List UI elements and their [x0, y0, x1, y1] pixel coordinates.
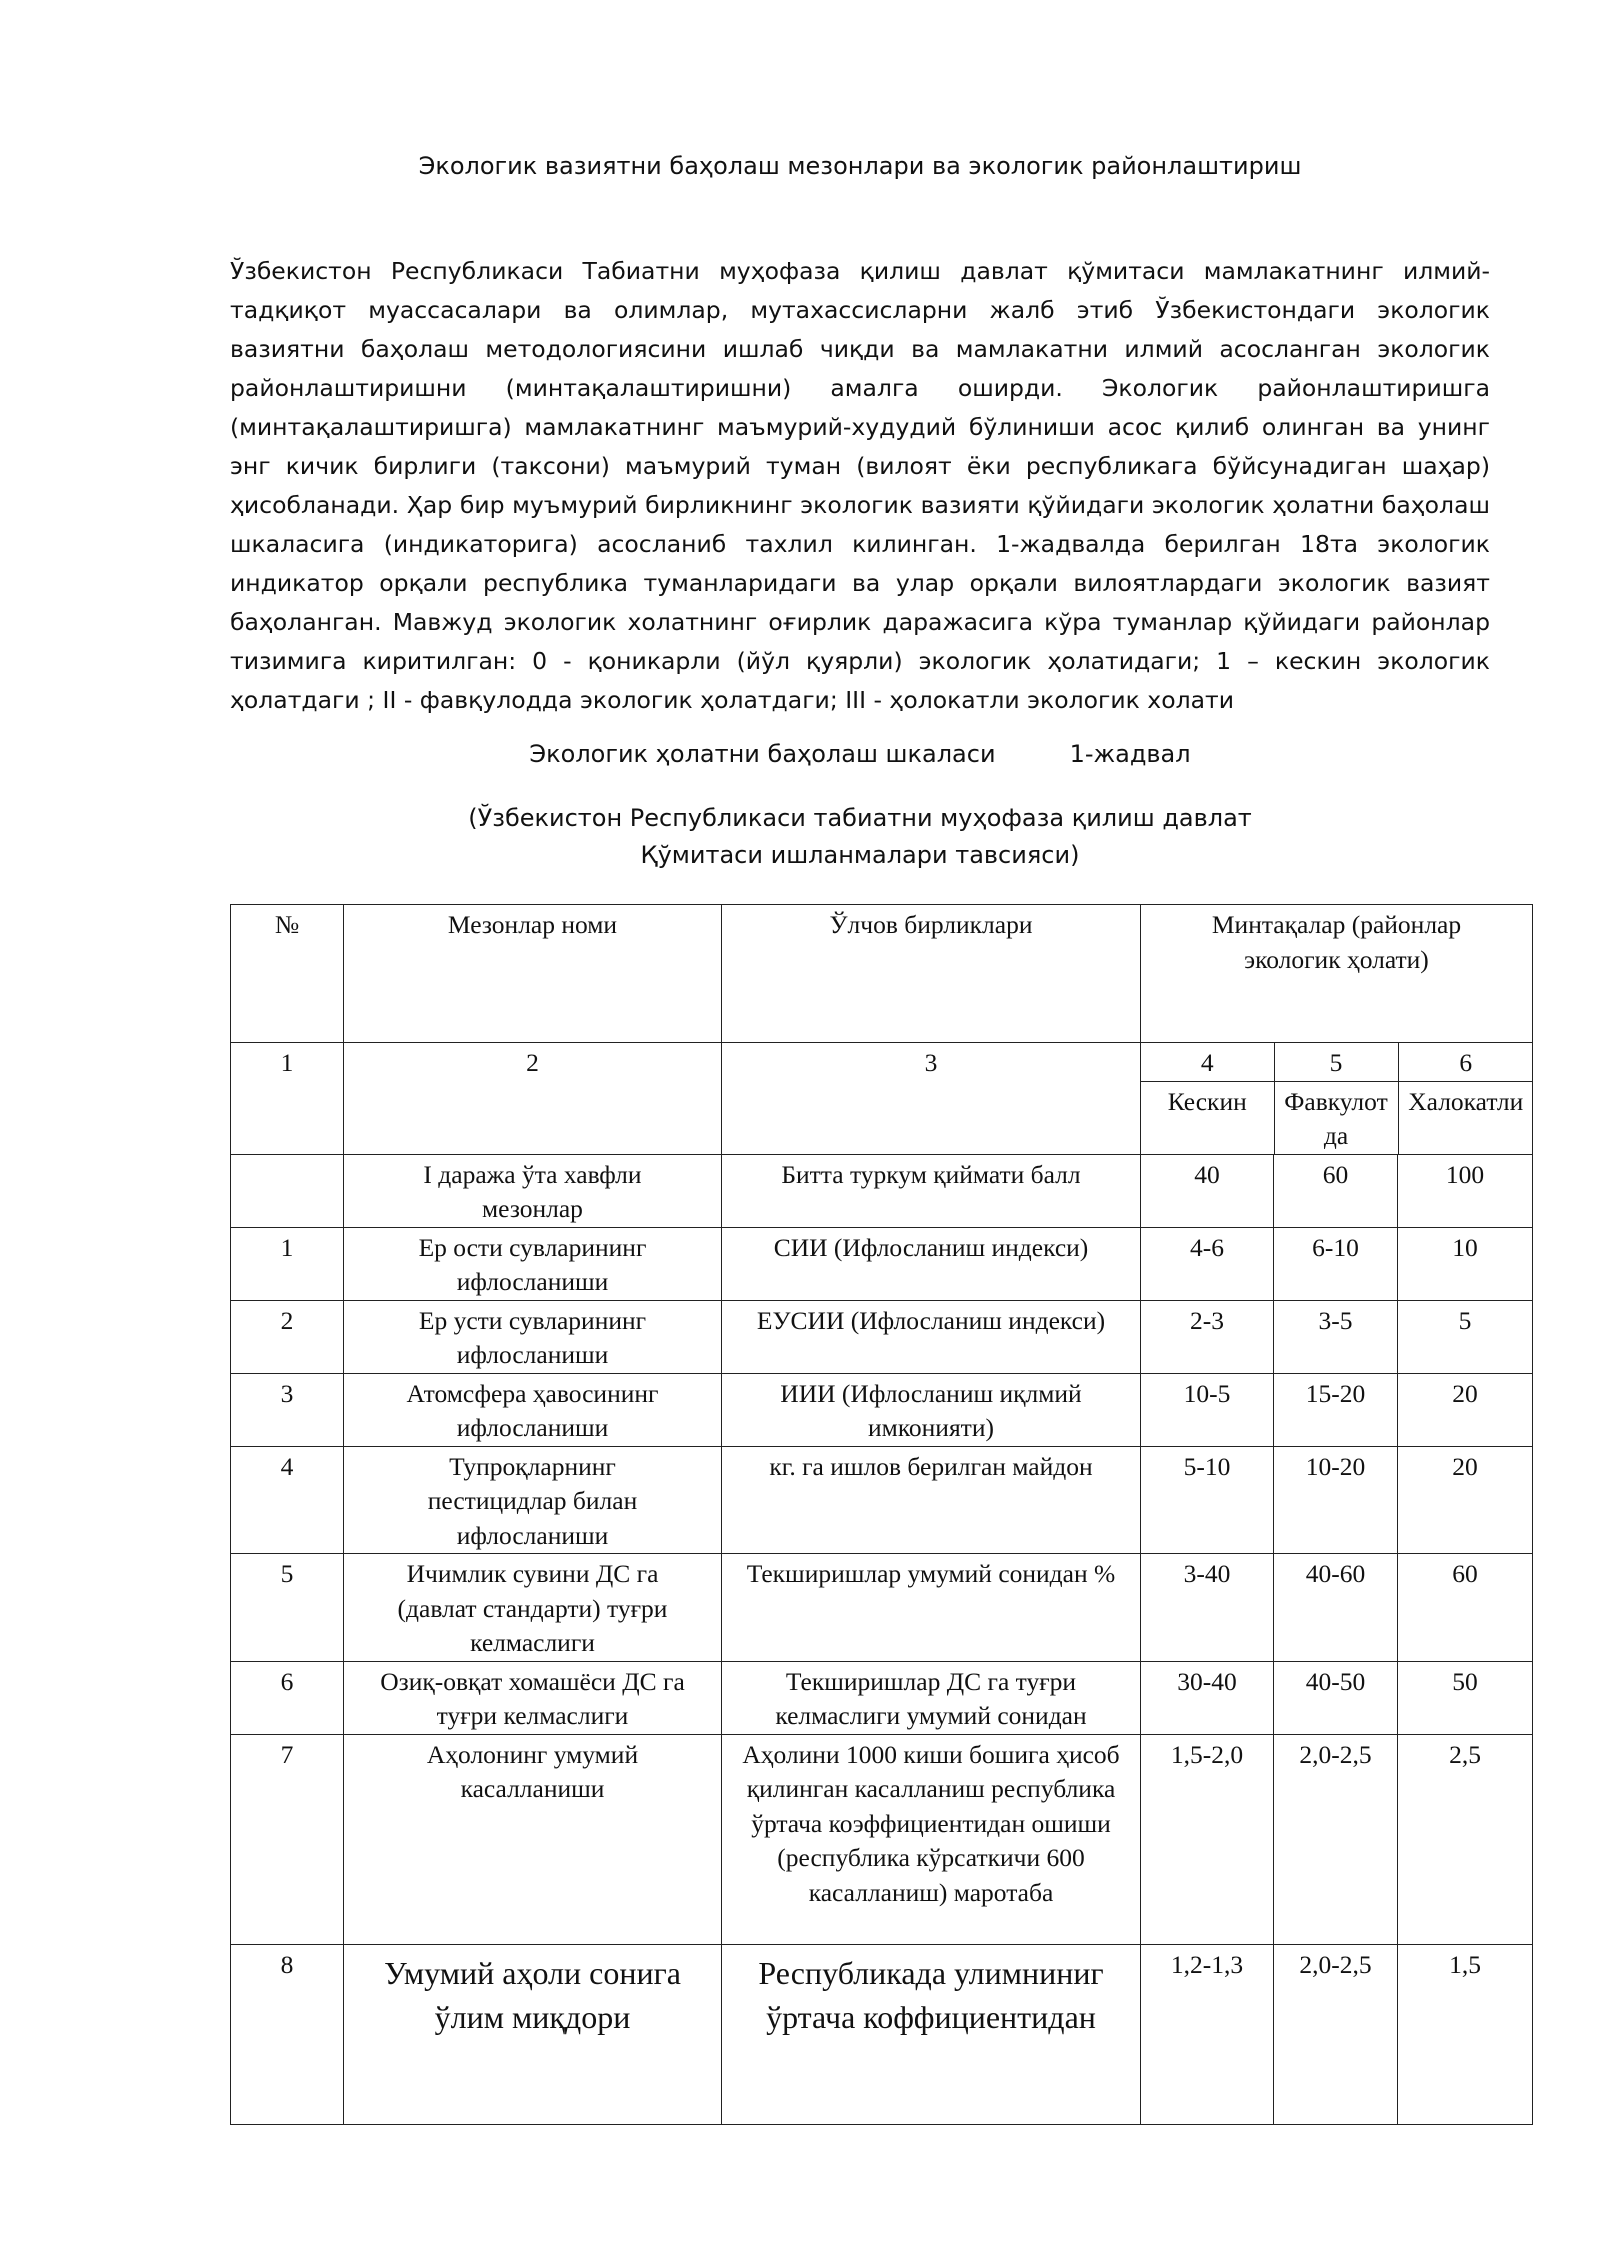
criteria-table	[230, 904, 1533, 2125]
header-name: Мезонлар номи	[344, 905, 722, 1043]
value-emergency: 2,0-2,5	[1274, 1734, 1398, 1944]
row-number: 2	[231, 1300, 344, 1373]
row-number: 1	[231, 1227, 344, 1300]
value-acute: 5-10	[1141, 1446, 1274, 1554]
criterion-name: Умумий аҳоли сонига ўлим миқдори	[344, 1944, 722, 2124]
value-catastrophic: 5	[1398, 1300, 1533, 1373]
table-row	[231, 1446, 1533, 1554]
value-catastrophic: 20	[1398, 1446, 1533, 1554]
measurement-unit: Текширишлар ДС га туғри келмаслиги умумий сонидан	[722, 1661, 1141, 1734]
value-acute: 30-40	[1141, 1661, 1274, 1734]
level-cell	[1141, 1043, 1533, 1155]
header-unit: Ўлчов бирликлари	[722, 905, 1141, 1043]
col-number-4: 4	[1141, 1043, 1274, 1081]
value-emergency: 6-10	[1274, 1227, 1398, 1300]
criterion-name: Озиқ-овқат хомашёси ДС га туғри келмаслиги	[344, 1661, 722, 1734]
criterion-name: Аҳолонинг умумий касалланиши	[344, 1734, 722, 1944]
header-regions: Минтақалар (районлар экологик ҳолати)	[1141, 905, 1533, 1043]
value-emergency: 2,0-2,5	[1274, 1944, 1398, 2124]
value-acute: 4-6	[1141, 1227, 1274, 1300]
measurement-unit: Аҳолини 1000 киши бошига ҳисоб қилинган касалланиш республика ўртача коэффициентидан ошиши (республика кўрсаткичи 600 касалланиш) маротаба	[722, 1734, 1141, 1944]
value-catastrophic: 50	[1398, 1661, 1533, 1734]
value-catastrophic: 20	[1398, 1373, 1533, 1446]
measurement-unit: кг. га ишлов берилган майдон	[722, 1446, 1141, 1554]
measurement-unit: Республикада улимниниг ўртача коффициентидан	[722, 1944, 1141, 2124]
row-number	[231, 1154, 344, 1227]
row-number: 3	[231, 1373, 344, 1446]
measurement-unit: ИИИ (Ифлосланиш иқлмий имконияти)	[722, 1373, 1141, 1446]
level-emergency: Фавкулотда	[1274, 1081, 1398, 1154]
row-number: 5	[231, 1554, 344, 1662]
row-number: 6	[231, 1661, 344, 1734]
col-number-3: 3	[722, 1043, 1141, 1155]
table-row	[231, 1154, 1533, 1227]
value-emergency: 3-5	[1274, 1300, 1398, 1373]
row-number: 8	[231, 1944, 344, 2124]
criterion-name: I даража ўта хавфли мезонлар	[344, 1154, 722, 1227]
value-catastrophic: 1,5	[1398, 1944, 1533, 2124]
table-row	[231, 1300, 1533, 1373]
value-acute: 1,5-2,0	[1141, 1734, 1274, 1944]
criterion-name: Тупроқларнинг пестицидлар билан ифлосланиши	[344, 1446, 722, 1554]
table-caption: Экологик ҳолатни баҳолаш шкаласи	[529, 740, 996, 768]
value-catastrophic: 2,5	[1398, 1734, 1533, 1944]
value-catastrophic: 60	[1398, 1554, 1533, 1662]
table-row	[231, 1944, 1533, 2124]
row-number: 4	[231, 1446, 344, 1554]
table-header-row	[231, 905, 1533, 1043]
level-subtable	[1141, 1043, 1533, 1154]
value-acute: 2-3	[1141, 1300, 1274, 1373]
row-number: 7	[231, 1734, 344, 1944]
measurement-unit: ЕУСИИ (Ифлосланиш индекси)	[722, 1300, 1141, 1373]
value-emergency: 40-50	[1274, 1661, 1398, 1734]
measurement-unit: Текширишлар умумий сонидан %	[722, 1554, 1141, 1662]
value-emergency: 60	[1274, 1154, 1398, 1227]
criterion-name: Ичимлик сувини ДС га (давлат стандарти) туғри келмаслиги	[344, 1554, 722, 1662]
table-row	[231, 1661, 1533, 1734]
col-number-1: 1	[231, 1043, 344, 1155]
table-caption-line	[230, 740, 1490, 768]
col-number-2: 2	[344, 1043, 722, 1155]
table-row	[231, 1554, 1533, 1662]
column-number-row	[231, 1043, 1533, 1155]
level-catastrophic: Халокатли	[1408, 1086, 1524, 1116]
value-catastrophic: 10	[1398, 1227, 1533, 1300]
value-acute: 10-5	[1141, 1373, 1274, 1446]
measurement-unit: СИИ (Ифлосланиш индекси)	[722, 1227, 1141, 1300]
table-number: 1-жадвал	[1069, 740, 1191, 768]
col-number-6: 6	[1398, 1043, 1533, 1081]
value-acute: 3-40	[1141, 1554, 1274, 1662]
col-number-5: 5	[1274, 1043, 1398, 1081]
body-paragraph: Ўзбекистон Республикаси Табиатни муҳофаза қилиш давлат қўмитаси мамлакатнинг илмий-тадқиқот муассасалари ва олимлар, мутахассисларни жалб этиб Ўзбекистондаги экологик вазиятни баҳолаш методологиясини ишлаб чиқди ва мамлакатни илмий асосланган экологик районлаштиришни (минтақалаштиришни) амалга оширди. Экологик районлаштиришга (минтақалаштиришга) мамлакатнинг маъмурий-худудий бўлиниши асос қилиб олинган ва унинг энг кичик бирлиги (таксони) маъмурий туман (вилоят ёки республикага бўйсунадиган шаҳар) ҳисобланади. Ҳар бир муъмурий бирликнинг экологик вазияти қўйидаги экологик ҳолатни баҳолаш шкаласига (индикаторига) асосланиб тахлил килинган. 1-жадвалда берилган 18та экологик индикатор орқали республика туманларидаги ва улар орқали вилоятлардаги экологик вазият баҳоланган. Мавжуд экологик холатнинг оғирлик даражасига кўра туманлар қўйидаги районлар тизимига киритилган: 0 - қоникарли (йўл қуярли) экологик ҳолатидаги; 1 – кескин экологик ҳолатдаги ; II - фавқулодда экологик ҳолатдаги; III - ҳолокатли экологик холати	[230, 257, 1490, 714]
document-title: Экологик вазиятни баҳолаш мезонлари ва экологик районлаштириш	[418, 152, 1302, 180]
value-emergency: 15-20	[1274, 1373, 1398, 1446]
criterion-name: Ер усти сувларининг ифлосланиши	[344, 1300, 722, 1373]
level-acute: Кескин	[1141, 1081, 1274, 1154]
value-emergency: 40-60	[1274, 1554, 1398, 1662]
criterion-name: Ер ости сувларининг ифлосланиши	[344, 1227, 722, 1300]
table-source	[430, 800, 1290, 874]
table-source-line-1: (Ўзбекистон Республикаси табиатни муҳофаза қилиш давлат	[468, 804, 1252, 832]
table-row	[231, 1227, 1533, 1300]
table-source-line-2: Қўмитаси ишланмалари тавсияси)	[640, 841, 1080, 869]
value-acute: 40	[1141, 1154, 1274, 1227]
value-catastrophic: 100	[1398, 1154, 1533, 1227]
table-row	[231, 1734, 1533, 1944]
header-num: №	[231, 905, 344, 1043]
value-acute: 1,2-1,3	[1141, 1944, 1274, 2124]
criterion-name: Атомсфера ҳавосининг ифлосланиши	[344, 1373, 722, 1446]
table-row	[231, 1373, 1533, 1446]
value-emergency: 10-20	[1274, 1446, 1398, 1554]
measurement-unit: Битта туркум қиймати балл	[722, 1154, 1141, 1227]
